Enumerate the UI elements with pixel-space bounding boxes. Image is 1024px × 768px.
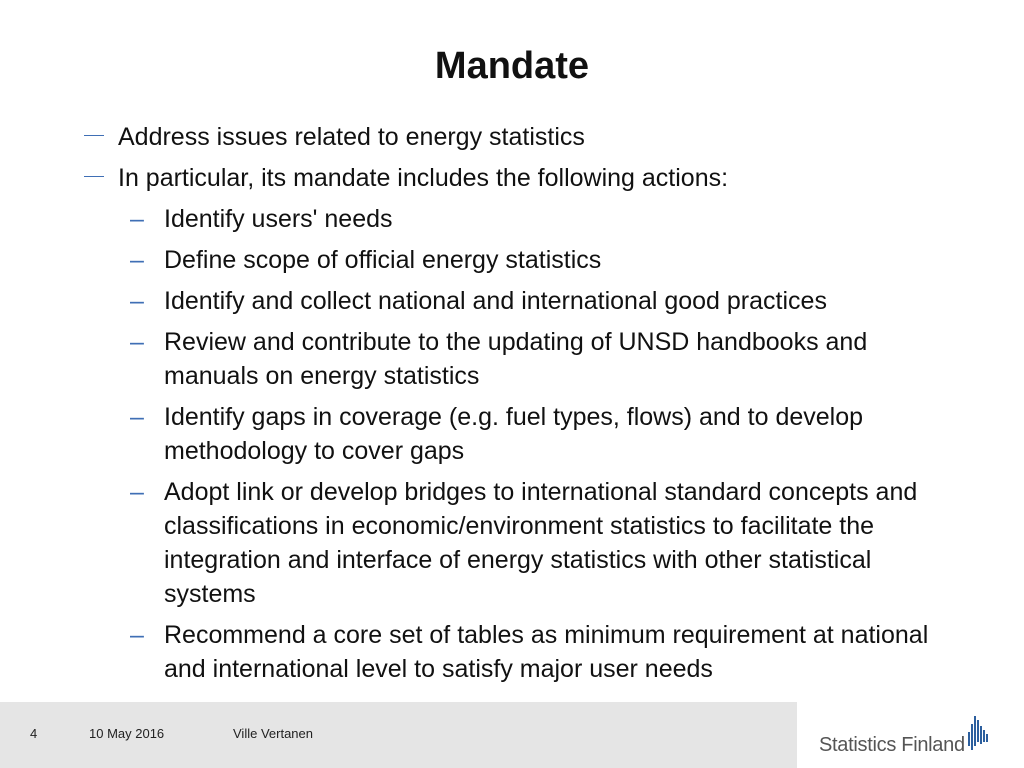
bullet-dash-icon [84, 135, 104, 136]
footer-author: Ville Vertanen [233, 726, 313, 741]
sub-bullet-item [84, 325, 964, 393]
sub-bullet-item [84, 202, 964, 236]
sub-bullet-item [84, 284, 964, 318]
footer-date: 10 May 2016 [89, 726, 165, 741]
sub-bullet-text: Identify users' needs [164, 205, 393, 233]
slide-title: Mandate [434, 45, 590, 87]
sub-bullet-text: Review and contribute to the updating of UNSD handbooks and manuals on energy statistics [164, 328, 868, 390]
sub-bullet-dash-icon: – [130, 205, 144, 233]
footer [0, 702, 1024, 768]
sub-bullet-dash-icon: – [130, 328, 144, 356]
sub-bullet-item [84, 475, 964, 611]
sub-bullet-text: Recommend a core set of tables as minimum requirement at national and international level to satisfy major user needs [164, 621, 929, 683]
bullet-text: Address issues related to energy statistics [118, 123, 585, 151]
bullet-dash-icon [84, 176, 104, 177]
sub-bullet-item [84, 243, 964, 277]
sub-bullet-dash-icon: – [130, 403, 144, 431]
sub-bullet-text: Identify gaps in coverage (e.g. fuel types, flows) and to develop methodology to cover gaps [164, 403, 864, 465]
sub-bullet-dash-icon: – [130, 621, 144, 649]
bullet-item [84, 161, 964, 195]
sub-bullet-dash-icon: – [130, 246, 144, 274]
sub-bullet-list [84, 202, 964, 686]
sub-bullet-text: Define scope of official energy statistics [164, 246, 602, 274]
logo-text: Statistics Finland [819, 734, 965, 756]
bullet-item [84, 120, 964, 154]
sub-bullet-dash-icon: – [130, 287, 144, 315]
sub-bullet-dash-icon: – [130, 478, 144, 506]
bullet-list [84, 120, 964, 693]
sub-bullet-item [84, 400, 964, 468]
sub-bullet-text: Identify and collect national and international good practices [164, 287, 827, 315]
statistics-finland-logo [819, 714, 1014, 754]
page-number: 4 [30, 726, 38, 741]
sub-bullet-text: Adopt link or develop bridges to international standard concepts and classifications in economic/environment statistics to facilitate the integration and interface of energy statistics with other statistical systems [164, 478, 918, 608]
logo-bars-icon [967, 714, 991, 754]
bullet-text: In particular, its mandate includes the following actions: [118, 164, 729, 192]
sub-bullet-item [84, 618, 964, 686]
